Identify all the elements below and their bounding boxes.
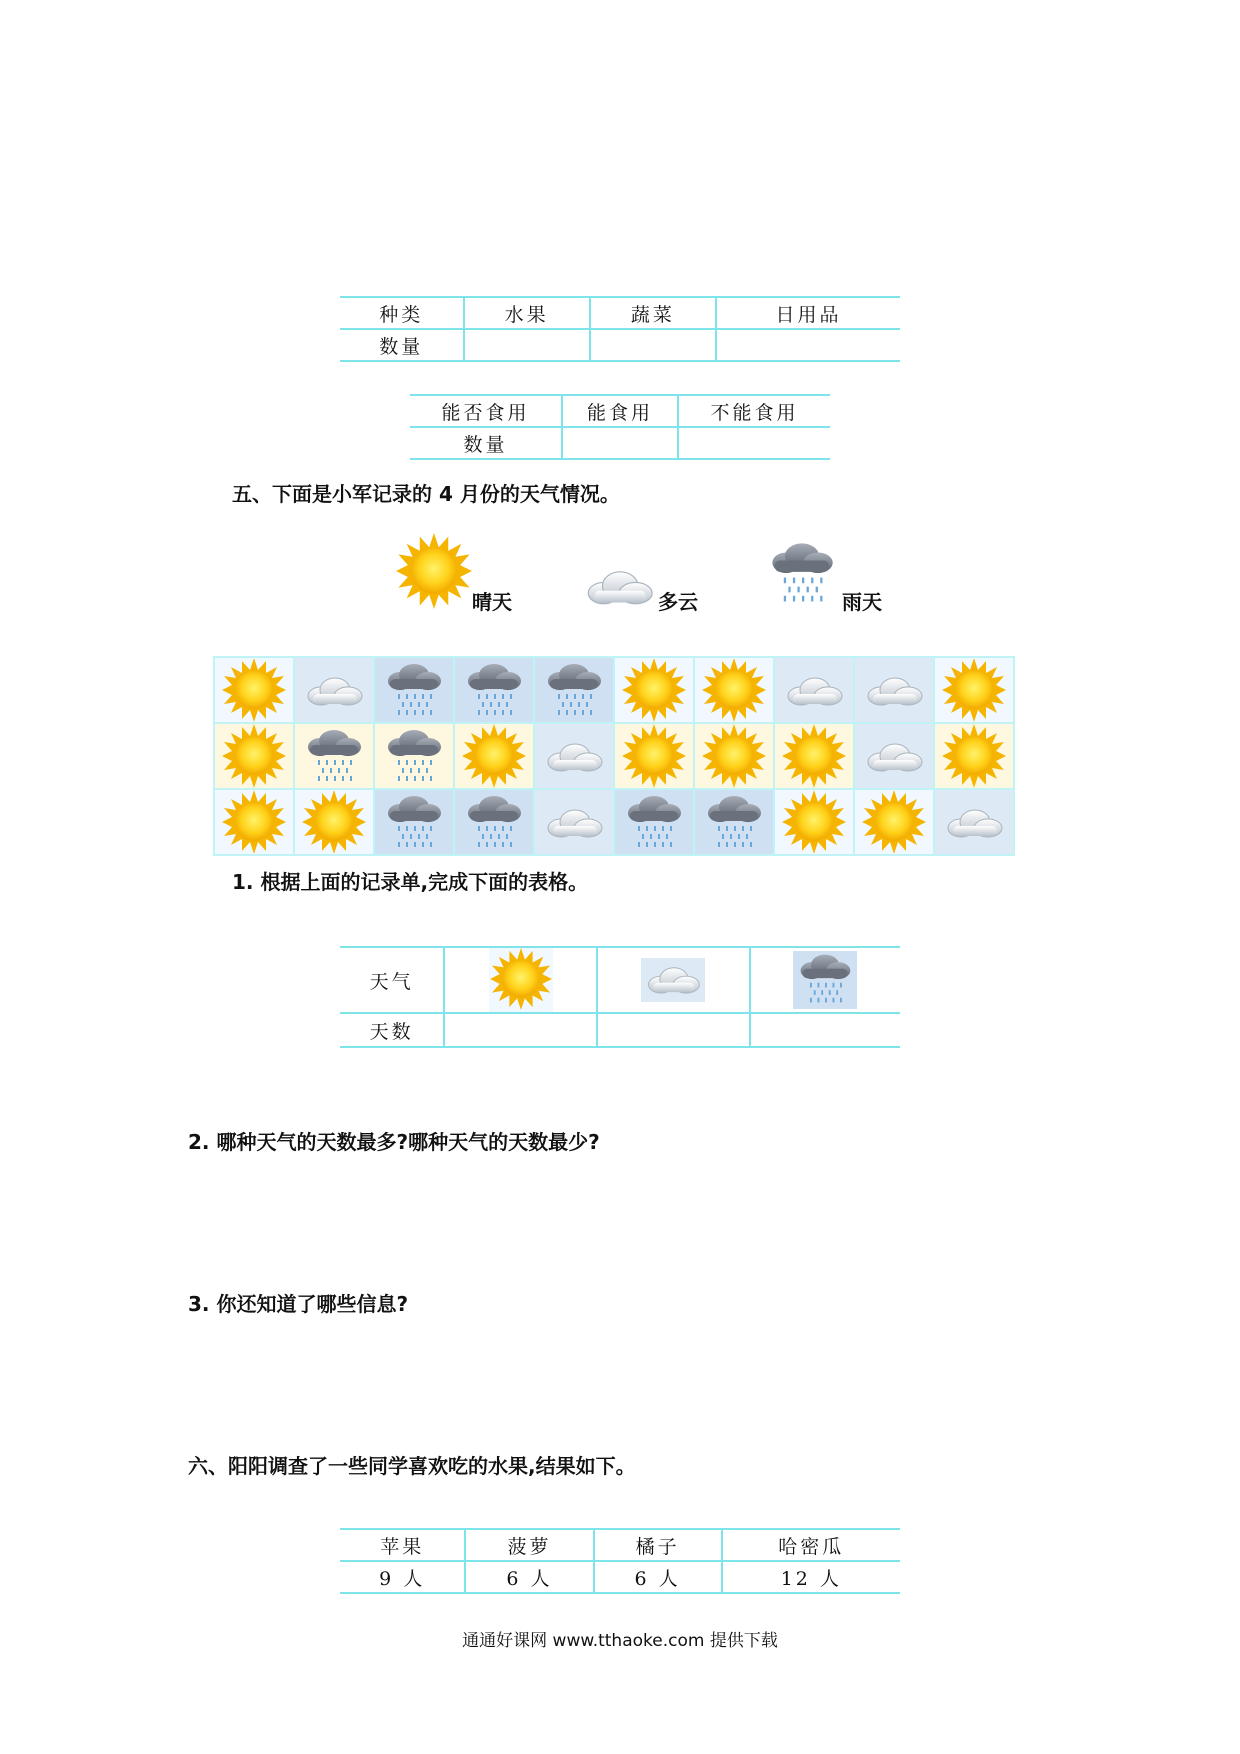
- edible-answer-cell[interactable]: [678, 427, 830, 459]
- category-answer-cell[interactable]: [590, 329, 716, 361]
- weather-grid-cell: [614, 789, 694, 855]
- category-header-cell: 水果: [464, 297, 590, 329]
- sun-icon: [942, 658, 1006, 722]
- sun-icon: [862, 790, 926, 854]
- cloud-icon: [941, 800, 1007, 844]
- weather-grid-cell: [534, 789, 614, 855]
- rainy-days-answer[interactable]: [750, 1013, 900, 1047]
- legend-label-cloudy: 多云: [658, 590, 698, 614]
- rain-cloud-icon: [382, 793, 446, 851]
- sun-icon: [942, 724, 1006, 788]
- weather-grid-cell: [454, 723, 534, 789]
- cloud-icon: [861, 668, 927, 712]
- legend-label-sunny: 晴天: [472, 590, 512, 614]
- edible-header-cell: 能否食用: [410, 395, 562, 427]
- fruit-count-cell: 12 人: [722, 1561, 900, 1593]
- weather-record-grid: [213, 656, 1015, 856]
- question-3: 3. 你还知道了哪些信息?: [188, 1292, 409, 1316]
- weather-grid-cell: [934, 657, 1014, 723]
- weather-grid-cell: [774, 789, 854, 855]
- fruit-count-cell: 6 人: [465, 1561, 593, 1593]
- weather-grid-cell: [214, 789, 294, 855]
- rain-cloud-icon: [702, 793, 766, 851]
- sun-icon: [622, 658, 686, 722]
- fruit-name-cell: 菠萝: [465, 1529, 593, 1561]
- sun-icon: [462, 724, 526, 788]
- weather-grid-cell: [294, 657, 374, 723]
- edible-header-cell: 能食用: [562, 395, 678, 427]
- weather-grid-cell: [374, 657, 454, 723]
- weather-grid-cell: [774, 723, 854, 789]
- question-2: 2. 哪种天气的天数最多?哪种天气的天数最少?: [188, 1130, 600, 1154]
- fruit-count-cell: 6 人: [594, 1561, 722, 1593]
- category-table: [340, 296, 900, 362]
- weather-grid-cell: [614, 657, 694, 723]
- category-header-cell: 种类: [340, 297, 464, 329]
- rain-cloud-icon: [622, 793, 686, 851]
- cloud-icon: [861, 734, 927, 778]
- weather-grid-cell: [694, 789, 774, 855]
- weather-grid-cell: [374, 723, 454, 789]
- rain-cloud-icon: [542, 661, 606, 719]
- weather-grid-row: [214, 789, 1014, 855]
- category-answer-cell[interactable]: [716, 329, 900, 361]
- category-row-label: 数量: [340, 329, 464, 361]
- rain-cloud-icon: [462, 793, 526, 851]
- fruit-name-cell: 苹果: [340, 1529, 465, 1561]
- fruit-name-cell: 哈密瓜: [722, 1529, 900, 1561]
- sunny-days-answer[interactable]: [444, 1013, 597, 1047]
- weather-grid-cell: [934, 789, 1014, 855]
- sun-icon: [302, 790, 366, 854]
- weather-count-table: [340, 946, 900, 1048]
- weather-grid-cell: [694, 657, 774, 723]
- weather-grid-cell: [454, 789, 534, 855]
- sun-icon: [622, 724, 686, 788]
- weather-grid-cell: [454, 657, 534, 723]
- sun-icon: [702, 724, 766, 788]
- edible-answer-cell[interactable]: [562, 427, 678, 459]
- sun-icon: [782, 724, 846, 788]
- weather-grid-cell: [534, 723, 614, 789]
- edible-table: [410, 394, 830, 460]
- question-1: 1. 根据上面的记录单,完成下面的表格。: [232, 870, 589, 894]
- weather-grid-cell: [294, 723, 374, 789]
- weather-row-label: 天气: [340, 947, 444, 1013]
- sun-icon: [222, 658, 286, 722]
- category-header-cell: 蔬菜: [590, 297, 716, 329]
- weather-grid-cell: [614, 723, 694, 789]
- sun-icon: [222, 790, 286, 854]
- cloud-icon: [541, 800, 607, 844]
- legend-label-rainy: 雨天: [842, 590, 882, 614]
- fruit-name-cell: 橘子: [594, 1529, 722, 1561]
- rain-cloud-icon: [382, 661, 446, 719]
- weather-grid-cell: [854, 657, 934, 723]
- cloud-icon: [597, 947, 750, 1013]
- section6-title: 六、阳阳调查了一些同学喜欢吃的水果,结果如下。: [188, 1454, 636, 1478]
- weather-grid-cell: [294, 789, 374, 855]
- weather-grid-cell: [214, 723, 294, 789]
- cloud-icon: [301, 668, 367, 712]
- cloudy-days-answer[interactable]: [597, 1013, 750, 1047]
- category-header-cell: 日用品: [716, 297, 900, 329]
- weather-grid-row: [214, 723, 1014, 789]
- legend-cloud-icon: [580, 560, 658, 612]
- weather-grid-cell: [854, 789, 934, 855]
- edible-row-label: 数量: [410, 427, 562, 459]
- weather-grid-cell: [374, 789, 454, 855]
- edible-header-cell: 不能食用: [678, 395, 830, 427]
- weather-grid-cell: [934, 723, 1014, 789]
- section5-title: 五、下面是小军记录的 4 月份的天气情况。: [232, 482, 620, 506]
- legend-sun-icon: [396, 533, 472, 609]
- weather-grid-cell: [854, 723, 934, 789]
- cloud-icon: [541, 734, 607, 778]
- weather-grid-cell: [694, 723, 774, 789]
- rain-cloud-icon: [462, 661, 526, 719]
- cloud-icon: [781, 668, 847, 712]
- rain-cloud-icon: [382, 727, 446, 785]
- sun-icon: [782, 790, 846, 854]
- category-answer-cell[interactable]: [464, 329, 590, 361]
- sun-icon: [222, 724, 286, 788]
- weather-grid-cell: [534, 657, 614, 723]
- rain-cloud-icon: [302, 727, 366, 785]
- legend-rain-cloud-icon: [764, 540, 840, 606]
- rain-cloud-icon: [750, 947, 900, 1013]
- footer-source: 通通好课网 www.tthaoke.com 提供下载: [462, 1631, 778, 1651]
- sun-icon: [702, 658, 766, 722]
- weather-grid-cell: [774, 657, 854, 723]
- weather-grid-cell: [214, 657, 294, 723]
- fruit-survey-table: [340, 1528, 900, 1594]
- fruit-count-cell: 9 人: [340, 1561, 465, 1593]
- weather-grid-row: [214, 657, 1014, 723]
- days-row-label: 天数: [340, 1013, 444, 1047]
- sun-icon: [444, 947, 597, 1013]
